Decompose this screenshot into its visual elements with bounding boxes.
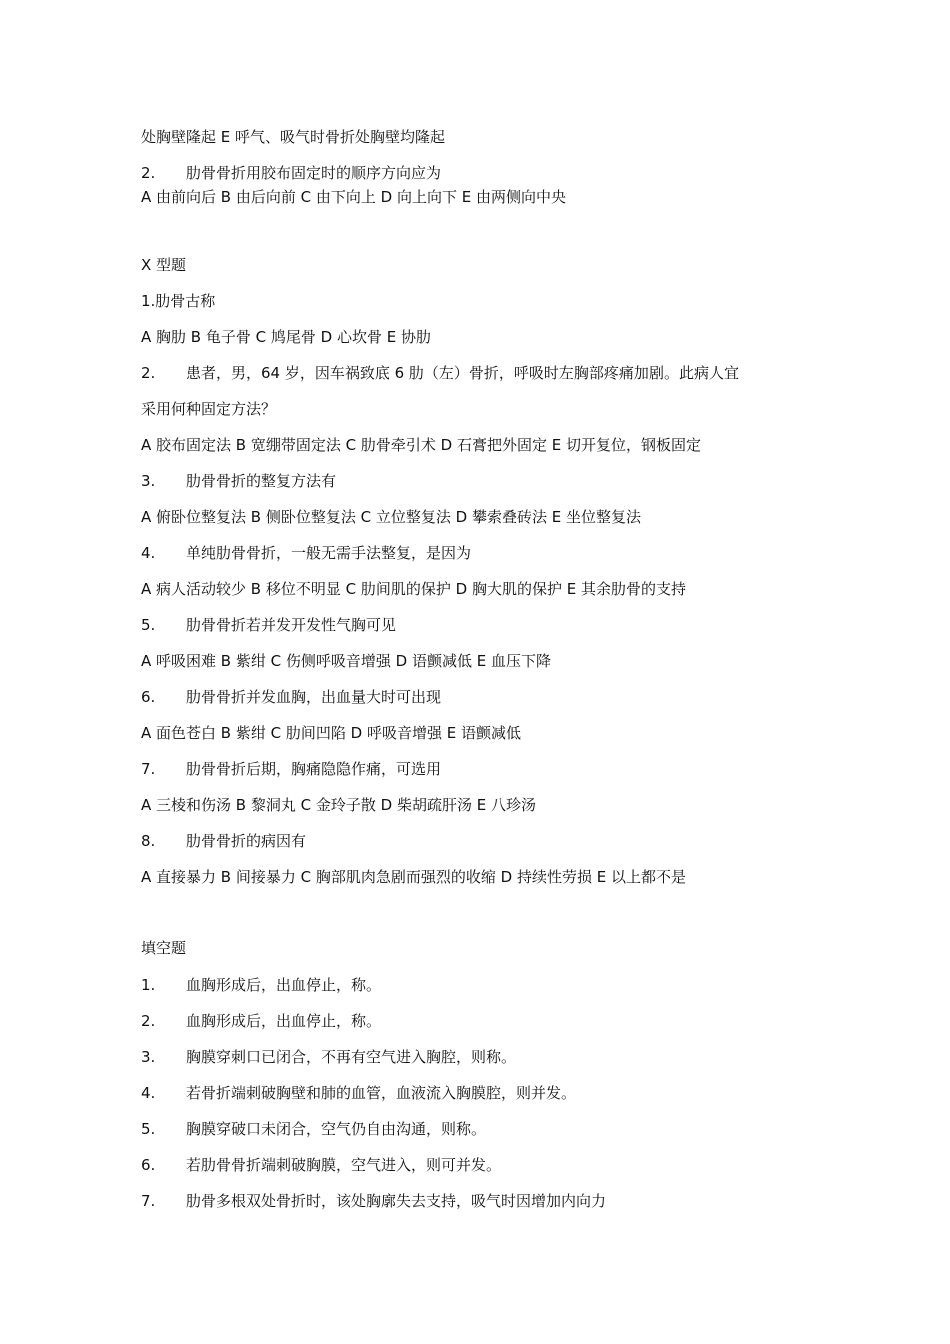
question-text: 肋骨骨折的整复方法有 xyxy=(186,472,337,490)
question-text: 肋骨骨折的病因有 xyxy=(186,832,307,850)
question-options: A 胶布固定法 B 宽绷带固定法 C 肋骨牵引术 D 石膏把外固定 E 切开复位，钢板固定 xyxy=(141,436,701,454)
fill-item-number: 7. xyxy=(141,1192,156,1210)
continuation-options: 处胸壁隆起 E 呼气、吸气时骨折处胸壁均隆起 xyxy=(141,128,446,146)
question-options: A 胸肋 B 龟子骨 C 鸠尾骨 D 心坎骨 E 协肋 xyxy=(141,328,431,346)
question-options: A 直接暴力 B 间接暴力 C 胸部肌肉急剧而强烈的收缩 D 持续性劳损 E 以上都不是 xyxy=(141,868,686,886)
question-options: A 呼吸困难 B 紫绀 C 伤侧呼吸音增强 D 语颤减低 E 血压下降 xyxy=(141,652,551,670)
question-number: 4. xyxy=(141,544,156,562)
fill-item-number: 5. xyxy=(141,1120,156,1138)
question-number: 2. xyxy=(141,164,156,182)
fill-item-text: 血胸形成后，出血停止，称。 xyxy=(186,976,382,994)
section-title-fill: 填空题 xyxy=(141,939,187,957)
question-options: A 俯卧位整复法 B 侧卧位整复法 C 立位整复法 D 攀索叠砖法 E 坐位整复法 xyxy=(141,508,641,526)
question-text: 1.肋骨古称 xyxy=(141,292,216,310)
fill-item-text: 若骨折端刺破胸壁和肺的血管，血液流入胸膜腔，则并发。 xyxy=(186,1084,577,1102)
question-text: 患者，男，64 岁，因车祸致底 6 肋（左）骨折，呼吸时左胸部疼痛加剧。此病人宜 xyxy=(186,364,739,382)
fill-item-text: 肋骨多根双处骨折时，该处胸廓失去支持，吸气时因增加内向力 xyxy=(186,1192,607,1210)
fill-item-text: 胸膜穿刺口已闭合，不再有空气进入胸腔，则称。 xyxy=(186,1048,517,1066)
question-text: 肋骨骨折后期，胸痛隐隐作痛，可选用 xyxy=(186,760,442,778)
question-text: 肋骨骨折用胶布固定时的顺序方向应为 xyxy=(186,164,442,182)
question-number: 3. xyxy=(141,472,156,490)
fill-item-text: 血胸形成后，出血停止，称。 xyxy=(186,1012,382,1030)
fill-item-number: 2. xyxy=(141,1012,156,1030)
section-title-x: X 型题 xyxy=(141,256,187,274)
fill-item-text: 胸膜穿破口未闭合，空气仍自由沟通，则称。 xyxy=(186,1120,487,1138)
fill-item-number: 3. xyxy=(141,1048,156,1066)
fill-item-number: 1. xyxy=(141,976,156,994)
question-text-continuation: 采用何种固定方法？ xyxy=(141,400,277,418)
question-options: A 面色苍白 B 紫绀 C 肋间凹陷 D 呼吸音增强 E 语颤减低 xyxy=(141,724,521,742)
question-text: 肋骨骨折若并发开发性气胸可见 xyxy=(186,616,397,634)
question-options: A 病人活动较少 B 移位不明显 C 肋间肌的保护 D 胸大肌的保护 E 其余肋骨的支持 xyxy=(141,580,686,598)
question-text: 肋骨骨折并发血胸，出血量大时可出现 xyxy=(186,688,442,706)
question-options: A 三棱和伤汤 B 黎洞丸 C 金玲子散 D 柴胡疏肝汤 E 八珍汤 xyxy=(141,796,536,814)
question-number: 8. xyxy=(141,832,156,850)
question-text: 单纯肋骨骨折，一般无需手法整复，是因为 xyxy=(186,544,472,562)
question-options: A 由前向后 B 由后向前 C 由下向上 D 向上向下 E 由两侧向中央 xyxy=(141,188,566,206)
question-number: 5. xyxy=(141,616,156,634)
question-number: 2. xyxy=(141,364,156,382)
fill-item-number: 6. xyxy=(141,1156,156,1174)
question-number: 7. xyxy=(141,760,156,778)
fill-item-number: 4. xyxy=(141,1084,156,1102)
fill-item-text: 若肋骨骨折端刺破胸膜，空气进入，则可并发。 xyxy=(186,1156,502,1174)
question-number: 6. xyxy=(141,688,156,706)
